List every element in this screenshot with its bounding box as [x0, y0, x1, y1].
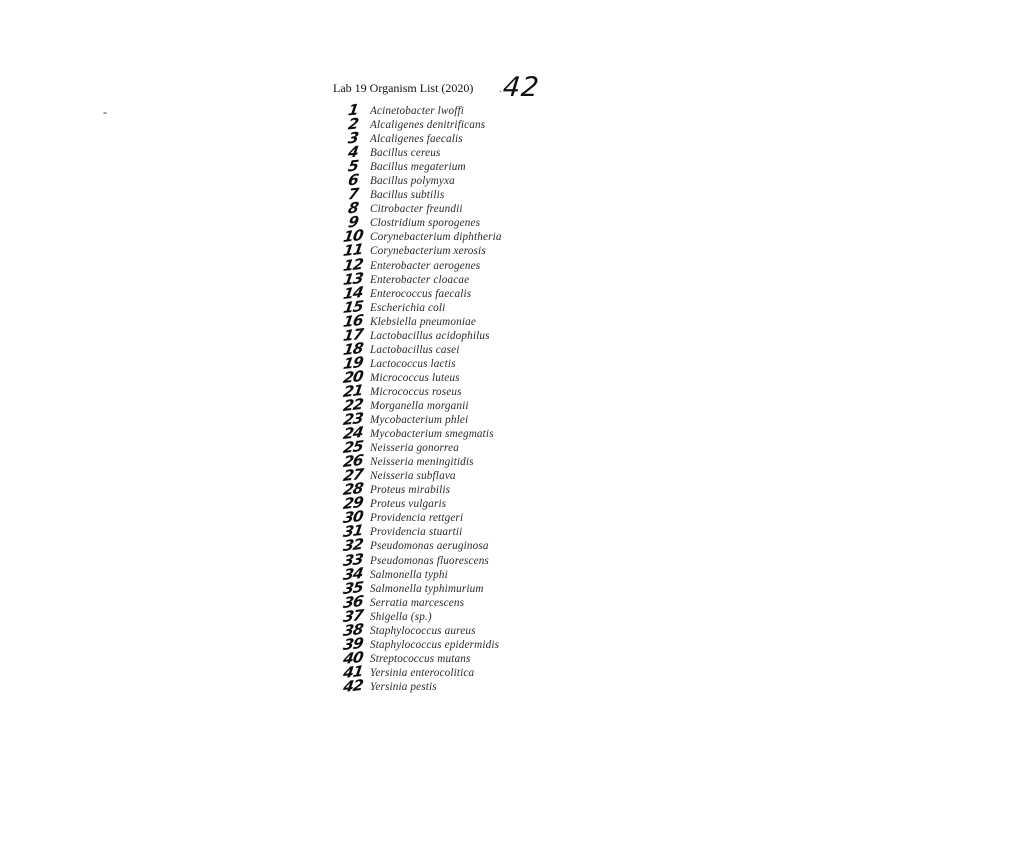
handwritten-number: 30 [342, 507, 364, 528]
handwritten-number: 11 [342, 240, 364, 261]
organism-name: Staphylococcus epidermidis [370, 638, 500, 651]
organism-name: Corynebacterium diphtheria [370, 231, 502, 244]
handwritten-number: 22 [342, 395, 364, 415]
handwritten-number: 39 [342, 633, 364, 654]
handwritten-number: 35 [342, 577, 364, 598]
organism-name: Serratia marcescens [370, 596, 465, 609]
handwritten-total: 42 [501, 72, 542, 103]
organism-name: Bacillus polymyxa [370, 175, 455, 188]
organism-name: Neisseria subflava [370, 470, 456, 483]
organism-name: Clostridium sporogenes [370, 217, 481, 230]
handwritten-number: 31 [342, 521, 364, 542]
organism-name: Staphylococcus aureus [370, 624, 476, 637]
handwritten-number: 33 [342, 549, 364, 570]
organism-name: Bacillus subtilis [370, 189, 445, 202]
organism-name: Bacillus cereus [370, 147, 441, 160]
organism-name: Pseudomonas fluorescens [370, 554, 489, 567]
handwritten-number: 29 [342, 493, 364, 514]
handwritten-number: 32 [342, 535, 364, 556]
organism-name: Pseudomonas aeruginosa [370, 540, 489, 553]
organism-name: Lactococcus lactis [370, 357, 456, 370]
handwritten-number: 12 [342, 254, 364, 275]
handwritten-number: 28 [342, 479, 364, 500]
organism-name: Klebsiella pneumoniae [370, 315, 476, 328]
handwritten-number: 21 [342, 381, 364, 401]
handwritten-number: 27 [342, 465, 364, 486]
organism-name: Providencia stuartii [370, 526, 463, 539]
handwritten-number: 10 [342, 226, 364, 247]
handwritten-number: 6 [346, 170, 360, 190]
handwritten-number: 1 [346, 100, 360, 120]
handwritten-number: 42 [342, 675, 364, 696]
organism-name: Streptococcus mutans [370, 652, 471, 665]
organism-name: Alcaligenes denitrificans [370, 119, 486, 132]
organism-name: Neisseria meningitidis [370, 456, 474, 469]
handwritten-number: 38 [342, 619, 364, 640]
organism-name: Salmonella typhimurium [370, 582, 484, 595]
handwritten-number: 34 [342, 563, 364, 584]
handwritten-number: 9 [346, 212, 360, 232]
title-trailing-mark: . [499, 84, 502, 95]
handwritten-number: 3 [346, 128, 360, 148]
organism-name: Micrococcus roseus [370, 385, 462, 398]
organism-name: Escherichia coli [370, 301, 446, 314]
organism-name: Yersinia pestis [370, 680, 437, 693]
handwritten-number: 36 [342, 591, 364, 612]
organism-name: Acinetobacter lwoffi [370, 105, 465, 117]
organism-name: Bacillus megaterium [370, 161, 466, 174]
organism-name: Shigella (sp.) [370, 610, 432, 623]
organism-name: Mycobacterium smegmatis [370, 428, 494, 441]
handwritten-number: 8 [346, 198, 360, 218]
organism-name: Proteus vulgaris [370, 498, 447, 511]
organism-name: Mycobacterium phlei [370, 414, 469, 427]
organism-name: Salmonella typhi [370, 568, 448, 581]
organism-name: Micrococcus luteus [370, 371, 460, 384]
handwritten-number: 5 [346, 156, 360, 176]
organism-name: Enterococcus faecalis [370, 287, 472, 300]
handwritten-number: 16 [342, 310, 364, 331]
organism-name: Lactobacillus acidophilus [370, 329, 490, 342]
handwritten-number: 40 [342, 647, 364, 668]
organism-name: Enterobacter cloacae [370, 273, 470, 286]
organism-name: Proteus mirabilis [370, 484, 451, 497]
handwritten-number: 4 [346, 142, 360, 162]
handwritten-number: 14 [342, 282, 364, 303]
handwritten-number: 19 [342, 352, 364, 373]
handwritten-number: 15 [342, 296, 364, 317]
organism-name: Yersinia enterocolitica [370, 666, 475, 679]
organism-name: Citrobacter freundii [370, 203, 463, 216]
handwritten-number: 37 [342, 605, 364, 626]
handwritten-number: 25 [342, 437, 364, 458]
organism-name: Providencia rettgeri [370, 512, 464, 525]
handwritten-number: 24 [342, 423, 364, 444]
organism-name: Lactobacillus casei [370, 343, 460, 356]
handwritten-number: 20 [342, 366, 364, 387]
organism-name: Alcaligenes faecalis [370, 133, 463, 146]
organism-name: Corynebacterium xerosis [370, 245, 486, 258]
organism-list [336, 100, 536, 696]
handwritten-number: 13 [342, 268, 364, 289]
organism-name: Enterobacter aerogenes [370, 259, 481, 272]
handwritten-number: 2 [346, 114, 360, 134]
list-item [336, 675, 536, 696]
organism-name: Morganella morganii [370, 399, 469, 412]
organism-name: Neisseria gonorrea [370, 442, 459, 455]
handwritten-number: 17 [342, 324, 364, 345]
handwritten-number: 7 [346, 184, 360, 204]
handwritten-number: 18 [342, 338, 364, 359]
page-title: Lab 19 Organism List (2020) [333, 81, 474, 95]
handwritten-number: 26 [342, 451, 364, 472]
handwritten-number: 41 [342, 661, 364, 682]
stray-mark: - [103, 105, 107, 119]
handwritten-number: 23 [342, 409, 364, 429]
